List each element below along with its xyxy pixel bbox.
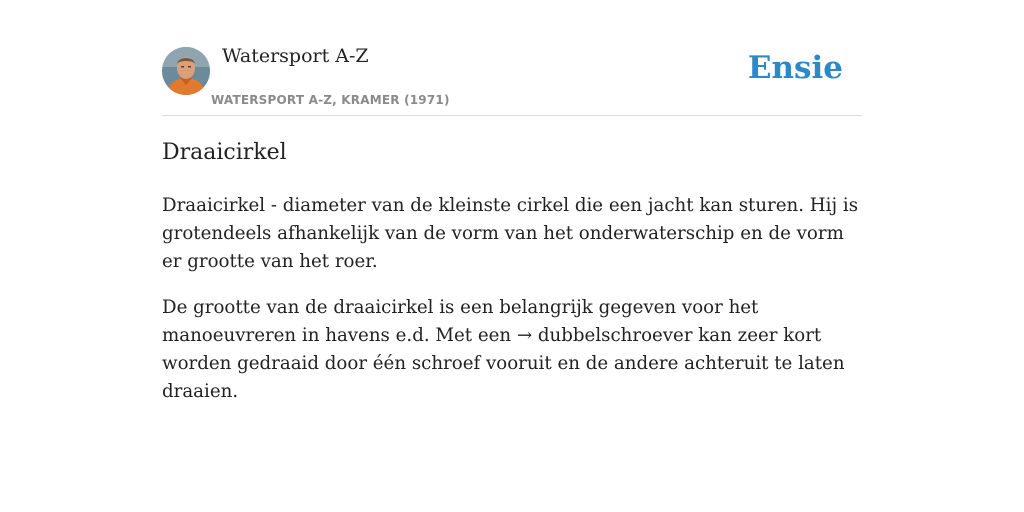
person-photo-avatar-icon: [162, 47, 210, 95]
ensie-logo[interactable]: Ensie: [747, 50, 843, 86]
entry-title: Draaicirkel: [162, 140, 287, 165]
source-title-link[interactable]: Watersport A-Z: [222, 45, 369, 67]
avatar[interactable]: [162, 47, 210, 95]
source-meta: WATERSPORT A-Z, KRAMER (1971): [211, 93, 450, 107]
divider: [162, 115, 862, 116]
entry-body: [162, 192, 862, 424]
entry-paragraph: Draaicirkel - diameter van de kleinste cirkel die een jacht kan sturen. Hij is grotendeels afhankelijk van de vorm van het onderwaterschip en de vorm er grootte van het roer.: [162, 195, 859, 272]
entry-paragraph: De grootte van de draaicirkel is een belangrijk gegeven voor het manoeuvreren in havens e.d. Met een → dubbelschroever kan zeer kort worden gedraaid door één schroef vooruit en de andere achteruit te laten draaien.: [162, 297, 845, 402]
